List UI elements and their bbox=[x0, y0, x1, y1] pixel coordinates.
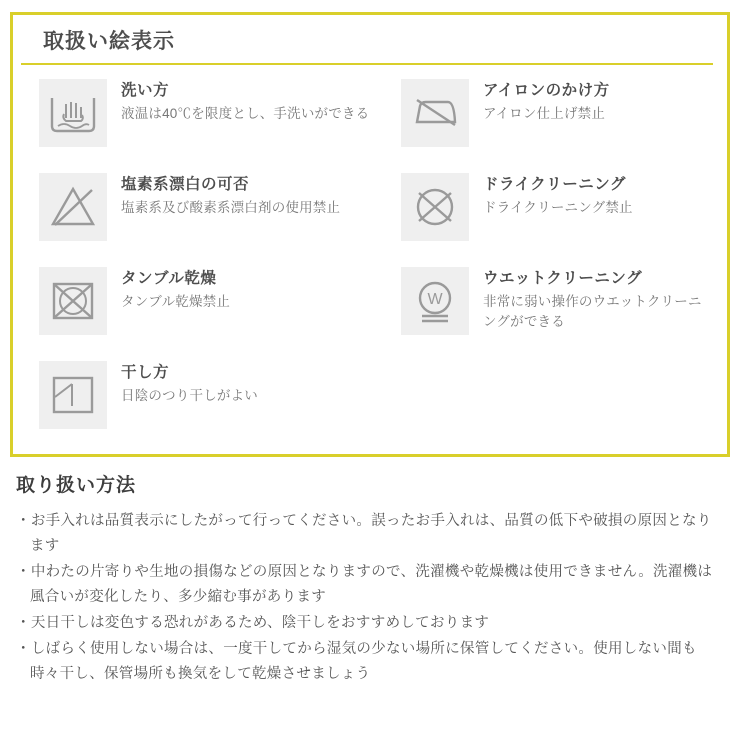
care-item-description: アイロン仕上げ禁止 bbox=[483, 106, 606, 122]
care-item-no-iron bbox=[401, 79, 711, 157]
care-item-text bbox=[121, 79, 369, 124]
no-iron-icon bbox=[401, 79, 469, 147]
care-item-heading: ウエットクリーニング bbox=[483, 270, 643, 287]
care-symbols-grid bbox=[13, 79, 727, 455]
hand-wash-icon bbox=[39, 79, 107, 147]
care-item-text bbox=[483, 267, 711, 331]
care-panel-title: 取扱い絵表示 bbox=[21, 15, 713, 65]
bullet-marker: ・ bbox=[16, 640, 31, 657]
care-item-description: 非常に弱い操作のウエットクリーニングができる bbox=[483, 294, 702, 329]
care-item-shade-line-dry bbox=[39, 361, 375, 439]
care-item-description: 日陰のつり干しがよい bbox=[121, 388, 258, 404]
care-item-text bbox=[483, 173, 633, 218]
care-item-heading: 洗い方 bbox=[121, 82, 170, 99]
bullet-marker: ・ bbox=[16, 513, 31, 529]
care-item-heading: 塩素系漂白の可否 bbox=[121, 176, 250, 193]
care-item-heading: アイロンのかけ方 bbox=[483, 82, 610, 99]
howto-panel bbox=[10, 470, 730, 688]
care-item-description: 液温は40℃を限度とし、手洗いができる bbox=[121, 106, 370, 122]
no-tumble-dry-icon bbox=[39, 267, 107, 335]
care-column-left bbox=[39, 79, 375, 455]
no-bleach-icon bbox=[39, 173, 107, 241]
care-item-description: タンブル乾燥禁止 bbox=[121, 294, 231, 310]
howto-item-text: 中わたの片寄りや生地の損傷などの原因となりますので、洗濯機や乾燥機は使用できません。洗濯機は風合いが変化したり、多少縮む事があります bbox=[30, 563, 713, 605]
howto-title: 取り扱い方法 bbox=[16, 475, 137, 496]
no-dry-clean-icon bbox=[401, 173, 469, 241]
care-item-no-dry-clean bbox=[401, 173, 711, 251]
care-item-no-bleach bbox=[39, 173, 375, 251]
care-item-wet-clean bbox=[401, 267, 711, 345]
care-item-no-tumble-dry bbox=[39, 267, 375, 345]
care-item-text bbox=[483, 79, 610, 124]
howto-list bbox=[10, 509, 730, 687]
howto-list-item bbox=[16, 509, 724, 559]
bullet-marker: ・ bbox=[16, 563, 31, 580]
bullet-marker: ・ bbox=[16, 614, 31, 631]
care-item-text bbox=[121, 361, 258, 406]
howto-item-text: 天日干しは変色する恐れがあるため、陰干しをおすすめしております bbox=[30, 614, 490, 631]
care-item-heading: 干し方 bbox=[121, 364, 170, 381]
svg-text:W: W bbox=[427, 291, 443, 308]
care-item-description: 塩素系及び酸素系漂白剤の使用禁止 bbox=[121, 200, 341, 216]
care-item-heading: タンブル乾燥 bbox=[121, 270, 217, 287]
care-item-description: ドライクリーニング禁止 bbox=[483, 200, 633, 216]
care-item-text bbox=[121, 267, 230, 312]
howto-list-item bbox=[16, 560, 724, 610]
care-item-heading: ドライクリーニング bbox=[483, 176, 626, 193]
care-item-hand-wash bbox=[39, 79, 375, 157]
care-item-text bbox=[121, 173, 340, 218]
care-column-right bbox=[375, 79, 711, 455]
care-symbols-panel bbox=[10, 12, 730, 457]
howto-item-text: しばらく使用しない場合は、一度干してから湿気の少ない場所に保管してください。使用しない間も時々干し、保管場所も換気をして乾燥させましょう bbox=[30, 640, 697, 682]
howto-list-item bbox=[16, 611, 724, 636]
wet-clean-mild-icon bbox=[401, 267, 469, 335]
howto-list-item bbox=[16, 637, 724, 687]
shade-line-dry-icon bbox=[39, 361, 107, 429]
howto-item-text: お手入れは品質表示にしたがって行ってください。誤ったお手入れは、品質の低下や破損の原因となります bbox=[30, 513, 712, 554]
